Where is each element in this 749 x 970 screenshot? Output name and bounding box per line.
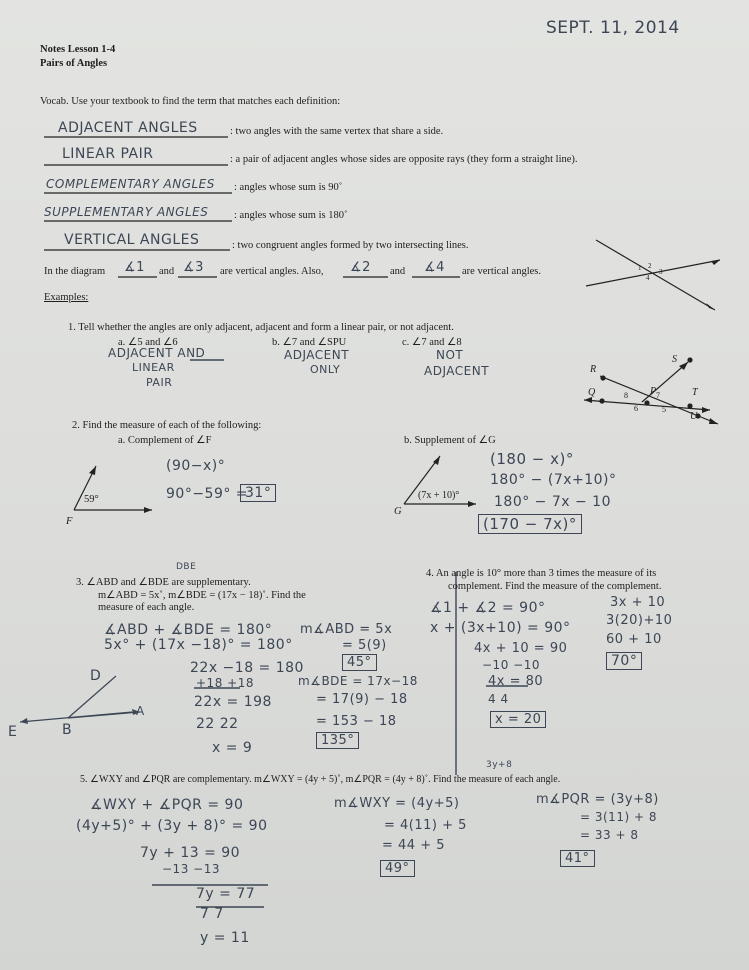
angle-number: 4: [646, 274, 650, 282]
ex4-result: 60 + 10: [606, 632, 662, 647]
vocab-answer: ADJACENT ANGLES: [58, 120, 198, 136]
ex1-b-answer: ONLY: [310, 363, 341, 376]
ex4-work: 4 4: [488, 692, 509, 706]
ex1-c-answer: NOT: [436, 348, 464, 362]
ex5-measure: m∡WXY = (4y+5): [334, 796, 460, 811]
angle-number: 5: [662, 405, 666, 414]
vocab-answer: SUPPLEMENTARY ANGLES: [44, 205, 209, 219]
ex1-a-answer: ADJACENT AND: [108, 346, 206, 360]
ex3-work: x = 9: [212, 740, 253, 756]
ex2-a-work: (90−x)°: [166, 458, 226, 474]
ex3-work: 22 22: [196, 716, 239, 732]
ex3-line3: measure of each angle.: [98, 602, 195, 613]
angle-f-label: F: [66, 516, 73, 527]
ex4-work: 4x + 10 = 90: [474, 641, 568, 656]
ex1-a-label: a. ∠5 and ∠6: [118, 337, 178, 348]
ex5-work: (4y+5)° + (3y + 8)° = 90: [76, 818, 268, 834]
ex5-work: y = 11: [200, 930, 250, 946]
point-label-q: Q: [588, 387, 596, 398]
ex5-measure: = 33 + 8: [580, 828, 639, 842]
ex3-work: +18 +18: [196, 676, 254, 690]
ex3-work: 22x = 198: [194, 694, 272, 710]
ex2-b-work: 180° − 7x − 10: [494, 494, 611, 510]
point-label-t: T: [692, 387, 698, 398]
vocab-definition: : two angles with the same vertex that share a side.: [230, 126, 444, 137]
point-label-r: R: [590, 364, 597, 375]
lesson-title: Notes Lesson 1-4: [40, 44, 116, 55]
ex1-c-label: c. ∠7 and ∠8: [402, 337, 462, 348]
ex3-work: 5x° + (17x −18)° = 180°: [104, 637, 293, 653]
ex5-answer-pqr: 41°: [560, 850, 595, 867]
ex2-b-work: (180 − x)°: [490, 450, 574, 468]
ex3-line2: m∠ABD = 5x˚, m∠BDE = (17x − 18)˚. Find the: [98, 590, 306, 601]
ex3-measure: = 153 − 18: [316, 714, 397, 729]
ex1-a-answer: LINEAR: [132, 361, 175, 374]
ex4-line2: complement. Find the measure of the complement.: [448, 581, 662, 592]
ex4-answer: 70°: [606, 652, 642, 670]
ex5-work: −13 −13: [162, 862, 220, 876]
ex3-correction: DBE: [176, 562, 197, 572]
vocab-answer: LINEAR PAIR: [62, 146, 154, 162]
point-label-u: U: [690, 411, 698, 422]
point-label-s: S: [672, 354, 677, 365]
ex3-answer-abd: 45°: [342, 654, 377, 671]
ex1-a-answer: PAIR: [146, 376, 173, 389]
ex5-answer-wxy: 49°: [380, 860, 415, 877]
vocab-definition: : two congruent angles formed by two intersecting lines.: [232, 240, 469, 251]
ex5-work: 7 7: [200, 906, 224, 922]
vertical-angle-answer: ∡2: [350, 260, 371, 275]
angle-f-measure: 59°: [84, 494, 99, 505]
ex4-work: x + (3x+10) = 90°: [430, 620, 571, 636]
angle-g-measure: (7x + 10)°: [418, 490, 460, 501]
ex4-result: 3(20)+10: [606, 613, 673, 628]
lesson-subtitle: Pairs of Angles: [40, 58, 108, 69]
ex5-work: ∡WXY + ∡PQR = 90: [90, 797, 244, 813]
ex4-work: 4x = 80: [488, 674, 544, 689]
ex2-a-work: 90°−59° =: [166, 486, 249, 502]
vocab-definition: : angles whose sum is 180˚: [234, 210, 348, 221]
ex1-b-answer: ADJACENT: [284, 348, 350, 362]
ex3-measure: m∡BDE = 17x−18: [298, 674, 418, 688]
diagram-sentence-and: and: [159, 266, 175, 277]
ex3-measure: = 17(9) − 18: [316, 692, 408, 707]
ex3-work: ∡ABD + ∡BDE = 180°: [104, 622, 273, 638]
point-label-e: E: [8, 724, 18, 740]
angle-number: 2: [648, 262, 652, 270]
handwritten-date: SEPT. 11, 2014: [546, 18, 680, 38]
ex5-prompt: 5. ∠WXY and ∠PQR are complementary. m∠WXY = (4y + 5)˚, m∠PQR = (4y + 8)˚. Find the measure of each angle.: [80, 774, 561, 785]
angle-number: 8: [624, 391, 628, 400]
ex4-answer-x: x = 20: [490, 711, 546, 728]
vocab-definition: : angles whose sum is 90˚: [234, 182, 343, 193]
diagram-sentence-suffix: are vertical angles.: [462, 266, 541, 277]
ex2-b-label: b. Supplement of ∠G: [404, 435, 496, 446]
vertical-angle-answer: ∡1: [124, 260, 145, 275]
examples-label: Examples:: [44, 292, 89, 303]
vocab-definition: : a pair of adjacent angles whose sides are opposite rays (they form a straight line).: [230, 154, 578, 165]
ex5-work: 7y + 13 = 90: [140, 845, 241, 861]
diagram-sentence-prefix: In the diagram: [44, 266, 106, 277]
angle-number: 3: [659, 268, 663, 276]
point-label-b: B: [62, 722, 73, 738]
ex5-measure: = 44 + 5: [382, 838, 445, 853]
vocab-answer: COMPLEMENTARY ANGLES: [46, 177, 215, 191]
point-label-a: A: [136, 704, 145, 718]
ex5-measure: = 3(11) + 8: [580, 810, 657, 824]
ex1-c-answer: ADJACENT: [424, 364, 490, 378]
ex2-prompt: 2. Find the measure of each of the following:: [72, 420, 262, 431]
angle-g-label: G: [394, 506, 402, 517]
ex5-measure: m∡PQR = (3y+8): [536, 792, 659, 807]
diagram-sentence-mid: are vertical angles. Also,: [220, 266, 324, 277]
ex4-result: 3x + 10: [610, 595, 666, 610]
ex5-measure: = 4(11) + 5: [384, 818, 467, 833]
ex3-answer-bde: 135°: [316, 732, 359, 749]
ex2-a-answer: 31°: [240, 484, 276, 502]
diagram-sentence-and: and: [390, 266, 406, 277]
vertical-angle-answer: ∡4: [424, 260, 445, 275]
ex3-work: 22x −18 = 180: [190, 660, 304, 676]
ex5-correction: 3y+8: [486, 760, 513, 770]
angle-number: 6: [634, 404, 638, 413]
ex3-line1: 3. ∠ABD and ∠BDE are supplementary.: [76, 577, 251, 588]
angle-number: 1: [638, 264, 642, 272]
vocab-instruction: Vocab. Use your textbook to find the term that matches each definition:: [40, 96, 341, 107]
ex2-b-answer: (170 − 7x)°: [478, 514, 582, 534]
ex2-b-work: 180° − (7x+10)°: [490, 472, 617, 488]
ex5-work: 7y = 77: [196, 886, 256, 902]
point-label-p: P: [650, 386, 657, 397]
vocab-answer: VERTICAL ANGLES: [64, 232, 200, 248]
point-label-d: D: [90, 668, 102, 684]
ex4-line1: 4. An angle is 10° more than 3 times the measure of its: [426, 568, 657, 579]
ex2-a-label: a. Complement of ∠F: [118, 435, 212, 446]
vertical-angle-answer: ∡3: [183, 260, 204, 275]
ex1-prompt: 1. Tell whether the angles are only adjacent, adjacent and form a linear pair, or not adjacent.: [68, 322, 454, 333]
ex4-work: −10 −10: [482, 658, 540, 672]
ex4-work: ∡1 + ∡2 = 90°: [430, 600, 546, 616]
angle-number: 7: [656, 391, 660, 400]
ex3-measure: = 5(9): [342, 638, 387, 653]
ex1-b-label: b. ∠7 and ∠SPU: [272, 337, 347, 348]
ex3-measure: m∡ABD = 5x: [300, 622, 393, 637]
